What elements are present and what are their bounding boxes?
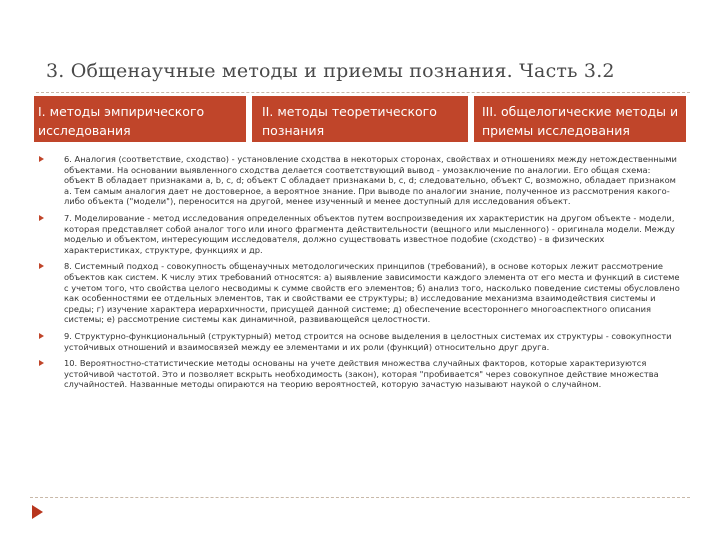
list-item-modeling [34, 213, 684, 255]
list-item-structural-functional [34, 331, 684, 352]
triangle-right-icon [39, 360, 44, 366]
triangle-right-icon [39, 156, 44, 162]
column-headers [34, 96, 686, 142]
column-header-empirical: I. методы эмпирического исследования [34, 96, 246, 142]
list-item-analogy [34, 154, 684, 207]
list-item-text: 9. Структурно-функциональный (структурный) метод строится на основе выделения в целостных системах их структуры - совокупности устойчивых отношений и взаимосвязей между ее элементами и их роли (функций) относительно друг друга. [64, 330, 672, 352]
column-header-general-logical: III. общелогические методы и приемы исследования [474, 96, 686, 142]
list-item-text: 8. Системный подход - совокупность общенаучных методологических принципов (требований), в основе которых лежит рассмотрение объектов как систем. К числу этих требований относятся: а) выявление зависимости каждого элемента от его места и функций в системе с учетом того, что свойства целого несводимы к сумме свойств его элементов; б) анализ того, насколько поведение системы обусловлено как особенностями ее отдельных элементов, так и свойствами ее структуры; в) исследование механизма взаимодействия системы и среды; г) изучение характера иерархичности, присущей данной системе; д) обеспечение всестороннего многоаспектного описания системы; е) рассмотрение системы как динамичной, развивающейся целостности. [64, 261, 680, 325]
list-item-text: 6. Аналогия (соответствие, сходство) - установление сходства в некоторых сторонах, свойствах и отношениях между нетождественными объектами. На основании выявленного сходства делается соответствующий вывод - умозаключение по аналогии. Его общая схема: объект В обладает признаками a, b, c, d; объект С обладает признаками b, c, d; следовательно, объект С, возможно, обладает признаком a. Тем самым аналогия дает не достоверное, а вероятное знание. При выводе по аналогии знание, полученное из рассмотрения какого-либо объекта ("модели"), переносится на другой, менее изученный и менее доступный для исследования объект. [64, 154, 677, 207]
triangle-right-icon [39, 263, 44, 269]
list-item-text: 10. Вероятностно-статистические методы основаны на учете действия множества случайных факторов, которые характеризуются устойчивой частотой. Это и позволяет вскрыть необходимость (закон), которая "пробивается" через совокупное действие множества случайностей. Названные методы опираются на теорию вероятностей, которую зачастую называют наукой о случайном. [64, 358, 659, 390]
method-list [34, 154, 684, 396]
list-item-systems-approach [34, 261, 684, 325]
triangle-right-icon [39, 215, 44, 221]
top-divider [36, 92, 690, 93]
bottom-divider [30, 497, 690, 498]
list-item-probabilistic-statistical [34, 358, 684, 390]
column-header-theoretical: II. методы теоретического познания [252, 96, 468, 142]
next-slide-icon[interactable] [32, 505, 43, 519]
list-item-text: 7. Моделирование - метод исследования определенных объектов путем воспроизведения их характеристик на другом объекте - модели, которая представляет собой аналог того или иного фрагмента действительности (вещного или мысленного) - оригинала модели. Между моделью и объектом, интересующим исследователя, должно существовать известное подобие (сходство) - в физических характеристиках, структуре, функциях и др. [64, 212, 675, 255]
triangle-right-icon [39, 333, 44, 339]
slide-title: 3. Общенаучные методы и приемы познания. Часть 3.2 [46, 60, 615, 82]
